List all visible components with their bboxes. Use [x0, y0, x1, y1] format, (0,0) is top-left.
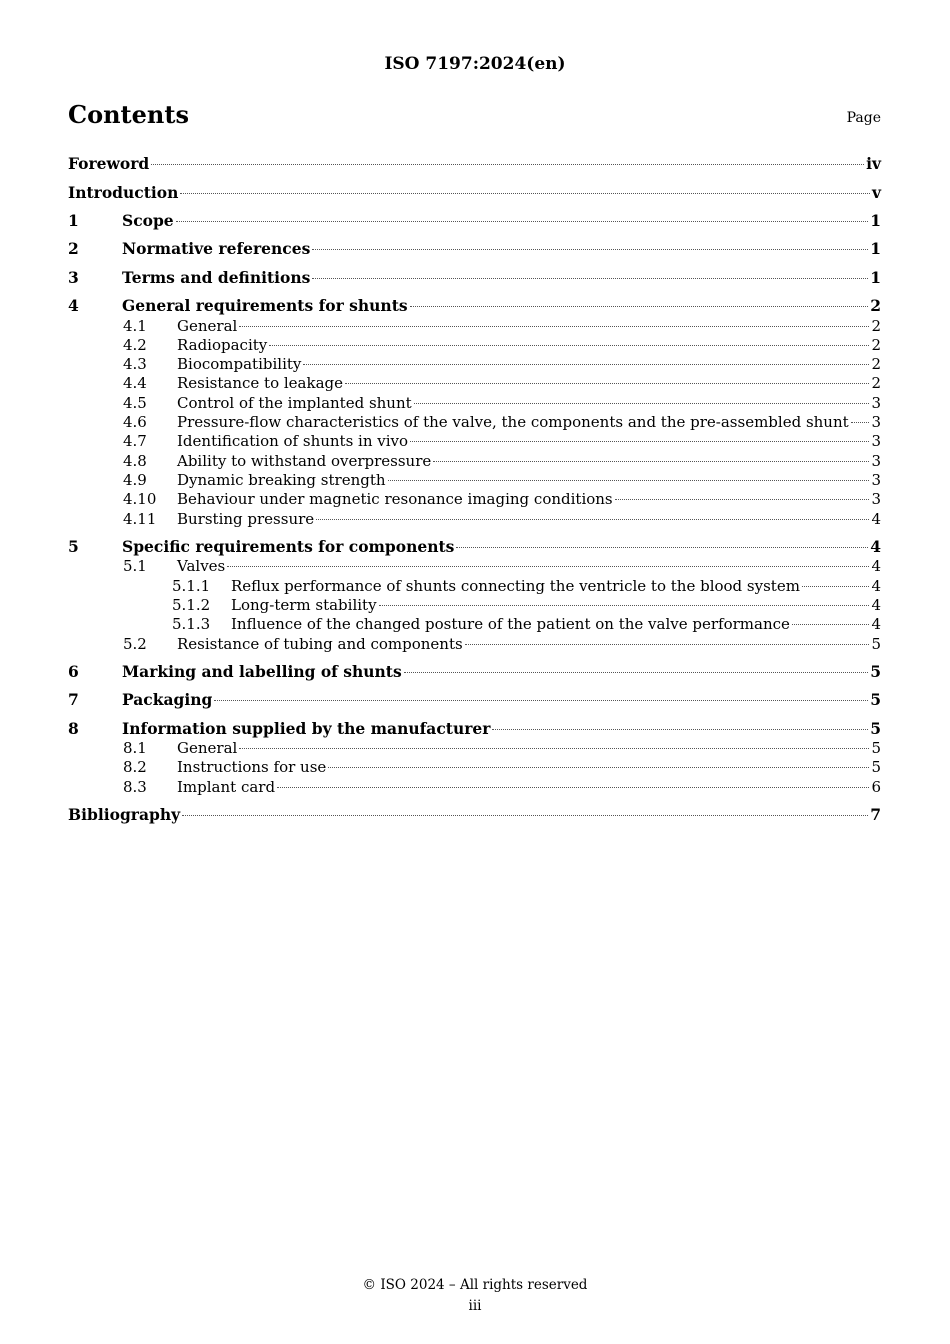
toc-entry[interactable]	[0, 662, 950, 682]
toc-dot-leader	[410, 306, 869, 307]
toc-entry-title: Ability to withstand overpressure	[177, 452, 432, 470]
toc-entry-number: 4.1	[123, 317, 147, 335]
toc-entry-page: 5	[870, 662, 881, 681]
toc-entry[interactable]	[0, 719, 950, 739]
toc-entry-title: Foreword	[68, 154, 150, 173]
toc-dot-leader	[492, 729, 868, 730]
toc-entry-title: General requirements for shunts	[122, 296, 408, 315]
toc-dot-leader	[345, 383, 869, 384]
toc-entry-number: 5.1	[123, 557, 147, 575]
toc-entry-title: Marking and labelling of shunts	[122, 662, 402, 681]
toc-dot-leader	[851, 422, 870, 423]
toc-dot-leader	[239, 326, 869, 327]
toc-entry[interactable]	[0, 576, 950, 596]
toc-entry-page: v	[871, 183, 881, 202]
toc-entry-title: Packaging	[122, 690, 213, 709]
toc-dot-leader	[328, 767, 869, 768]
toc-entry-title: Reflux performance of shunts connecting the ventricle to the blood system	[231, 577, 800, 595]
toc-entry-title: Influence of the changed posture of the patient on the valve performance	[231, 615, 790, 633]
toc-entry-page: 2	[871, 317, 881, 335]
toc-dot-leader	[312, 249, 868, 250]
toc-entry-number: 1	[68, 211, 79, 230]
toc-entry-number: 4.7	[123, 432, 147, 450]
toc-entry[interactable]	[0, 412, 950, 432]
toc-entry-page: 2	[871, 355, 881, 373]
toc-entry-title: General	[177, 739, 238, 757]
toc-entry-number: 5.1.2	[172, 596, 211, 614]
toc-entry-page: 4	[871, 510, 881, 528]
toc-entry-number: 4.11	[123, 510, 157, 528]
toc-entry-page: 5	[870, 690, 881, 709]
toc-entry-title: Information supplied by the manufacturer	[122, 719, 491, 738]
toc-entry[interactable]	[0, 211, 950, 231]
toc-entry[interactable]	[0, 556, 950, 576]
toc-dot-leader	[388, 480, 870, 481]
toc-entry[interactable]	[0, 634, 950, 654]
toc-dot-leader	[312, 278, 868, 279]
toc-entry[interactable]	[0, 316, 950, 336]
toc-entry-title: Radiopacity	[177, 336, 268, 354]
toc-entry-number: 4.4	[123, 374, 147, 392]
toc-entry-title: Resistance of tubing and components	[177, 635, 463, 653]
toc-dot-leader	[316, 519, 869, 520]
toc-entry-number: 8.3	[123, 778, 147, 796]
toc-entry[interactable]	[0, 431, 950, 451]
toc-entry-title: Control of the implanted shunt	[177, 394, 412, 412]
toc-entry-title: Resistance to leakage	[177, 374, 343, 392]
toc-entry[interactable]	[0, 335, 950, 355]
footer-copyright: © ISO 2024 – All rights reserved	[362, 1277, 588, 1293]
toc-entry-number: 2	[68, 239, 79, 258]
toc-dot-leader	[410, 441, 869, 442]
toc-dot-leader	[456, 547, 868, 548]
toc-dot-leader	[239, 748, 869, 749]
toc-entry-number: 4.10	[123, 490, 157, 508]
toc-entry-page: 3	[871, 413, 881, 431]
toc-entry-title: Instructions for use	[177, 758, 327, 776]
footer-page-number: iii	[468, 1298, 482, 1314]
toc-entry-title: Valves	[177, 557, 226, 575]
contents-title: Contents	[68, 100, 189, 129]
toc-entry-page: 3	[871, 432, 881, 450]
toc-entry[interactable]	[0, 738, 950, 758]
toc-entry-page: 6	[871, 778, 881, 796]
toc-entry-number: 4.9	[123, 471, 147, 489]
toc-entry[interactable]	[0, 614, 950, 634]
toc-entry-title: General	[177, 317, 238, 335]
toc-dot-leader	[404, 672, 869, 673]
toc-entry-page: 3	[871, 490, 881, 508]
toc-dot-leader	[615, 499, 870, 500]
toc-entry-title: Scope	[122, 211, 174, 230]
toc-entry-title: Pressure-flow characteristics of the valve, the components and the pre-assembled shunt	[177, 413, 849, 431]
toc-dot-leader	[303, 364, 869, 365]
toc-entry-page: iv	[866, 154, 881, 173]
toc-entry-number: 4.5	[123, 394, 147, 412]
toc-entry-number: 5.1.1	[172, 577, 211, 595]
toc-entry-number: 4.6	[123, 413, 147, 431]
toc-dot-leader	[151, 164, 864, 165]
toc-entry-page: 2	[871, 336, 881, 354]
toc-entry-page: 1	[870, 268, 881, 287]
toc-dot-leader	[180, 193, 870, 194]
toc-entry-page: 4	[871, 557, 881, 575]
toc-entry-title: Normative references	[122, 239, 311, 258]
toc-entry-title: Identification of shunts in vivo	[177, 432, 409, 450]
toc-dot-leader	[269, 345, 869, 346]
toc-entry-page: 5	[870, 719, 881, 738]
toc-dot-leader	[802, 586, 870, 587]
toc-entry-number: 4.3	[123, 355, 147, 373]
toc-entry-title: Specific requirements for components	[122, 537, 455, 556]
toc-entry-number: 3	[68, 268, 79, 287]
toc-entry[interactable]	[0, 777, 950, 797]
toc-entry-page: 4	[871, 596, 881, 614]
toc-entry-page: 4	[870, 537, 881, 556]
toc-entry-number: 8	[68, 719, 79, 738]
toc-entry-title: Long-term stability	[231, 596, 377, 614]
toc-entry-page: 5	[871, 758, 881, 776]
toc-entry-number: 4.8	[123, 452, 147, 470]
toc-entry-title: Behaviour under magnetic resonance imaging conditions	[177, 490, 613, 508]
toc-entry[interactable]	[0, 595, 950, 615]
toc-dot-leader	[379, 605, 870, 606]
toc-entry-page: 5	[871, 739, 881, 757]
toc-entry-number: 8.1	[123, 739, 147, 757]
toc-entry[interactable]	[0, 183, 950, 203]
toc-entry-page: 3	[871, 471, 881, 489]
toc-entry-title: Biocompatibility	[177, 355, 302, 373]
toc-entry-page: 1	[870, 239, 881, 258]
toc-entry[interactable]	[0, 154, 950, 174]
toc-dot-leader	[227, 566, 869, 567]
toc-entry[interactable]	[0, 268, 950, 288]
toc-entry-title: Introduction	[68, 183, 179, 202]
toc-entry[interactable]	[0, 509, 950, 529]
toc-dot-leader	[277, 787, 869, 788]
toc-entry[interactable]	[0, 373, 950, 393]
toc-entry-page: 4	[871, 577, 881, 595]
toc-dot-leader	[433, 461, 869, 462]
toc-dot-leader	[214, 700, 868, 701]
toc-entry-number: 5.2	[123, 635, 147, 653]
toc-entry-page: 3	[871, 394, 881, 412]
toc-entry-page: 1	[870, 211, 881, 230]
document-id: ISO 7197:2024(en)	[384, 54, 566, 74]
toc-entry-page: 4	[871, 615, 881, 633]
toc-dot-leader	[465, 644, 870, 645]
toc-entry-page: 3	[871, 452, 881, 470]
toc-entry-title: Bursting pressure	[177, 510, 315, 528]
toc-dot-leader	[176, 221, 869, 222]
toc-entry-number: 7	[68, 690, 79, 709]
toc-entry[interactable]	[0, 489, 950, 509]
toc-entry[interactable]	[0, 393, 950, 413]
toc-entry-title: Bibliography	[68, 805, 181, 824]
toc-entry-page: 2	[870, 296, 881, 315]
toc-entry-page: 7	[870, 805, 881, 824]
toc-entry-page: 5	[871, 635, 881, 653]
toc-dot-leader	[182, 815, 868, 816]
toc-entry-title: Implant card	[177, 778, 276, 796]
toc-entry[interactable]	[0, 805, 950, 825]
toc-entry-number: 8.2	[123, 758, 147, 776]
toc-entry-page: 2	[871, 374, 881, 392]
toc-entry[interactable]	[0, 757, 950, 777]
toc-entry[interactable]	[0, 690, 950, 710]
toc-entry-number: 4.2	[123, 336, 147, 354]
toc-entry-number: 5.1.3	[172, 615, 211, 633]
page-column-label: Page	[846, 110, 881, 126]
toc-entry-number: 5	[68, 537, 79, 556]
toc-entry[interactable]	[0, 239, 950, 259]
toc-entry[interactable]	[0, 296, 950, 316]
toc-entry-title: Dynamic breaking strength	[177, 471, 386, 489]
toc-entry[interactable]	[0, 470, 950, 490]
toc-entry-number: 6	[68, 662, 79, 681]
toc-entry[interactable]	[0, 354, 950, 374]
toc-entry[interactable]	[0, 537, 950, 557]
toc-entry-number: 4	[68, 296, 79, 315]
toc-dot-leader	[792, 624, 870, 625]
toc-entry[interactable]	[0, 451, 950, 471]
toc-entry-title: Terms and definitions	[122, 268, 311, 287]
toc-dot-leader	[414, 403, 870, 404]
